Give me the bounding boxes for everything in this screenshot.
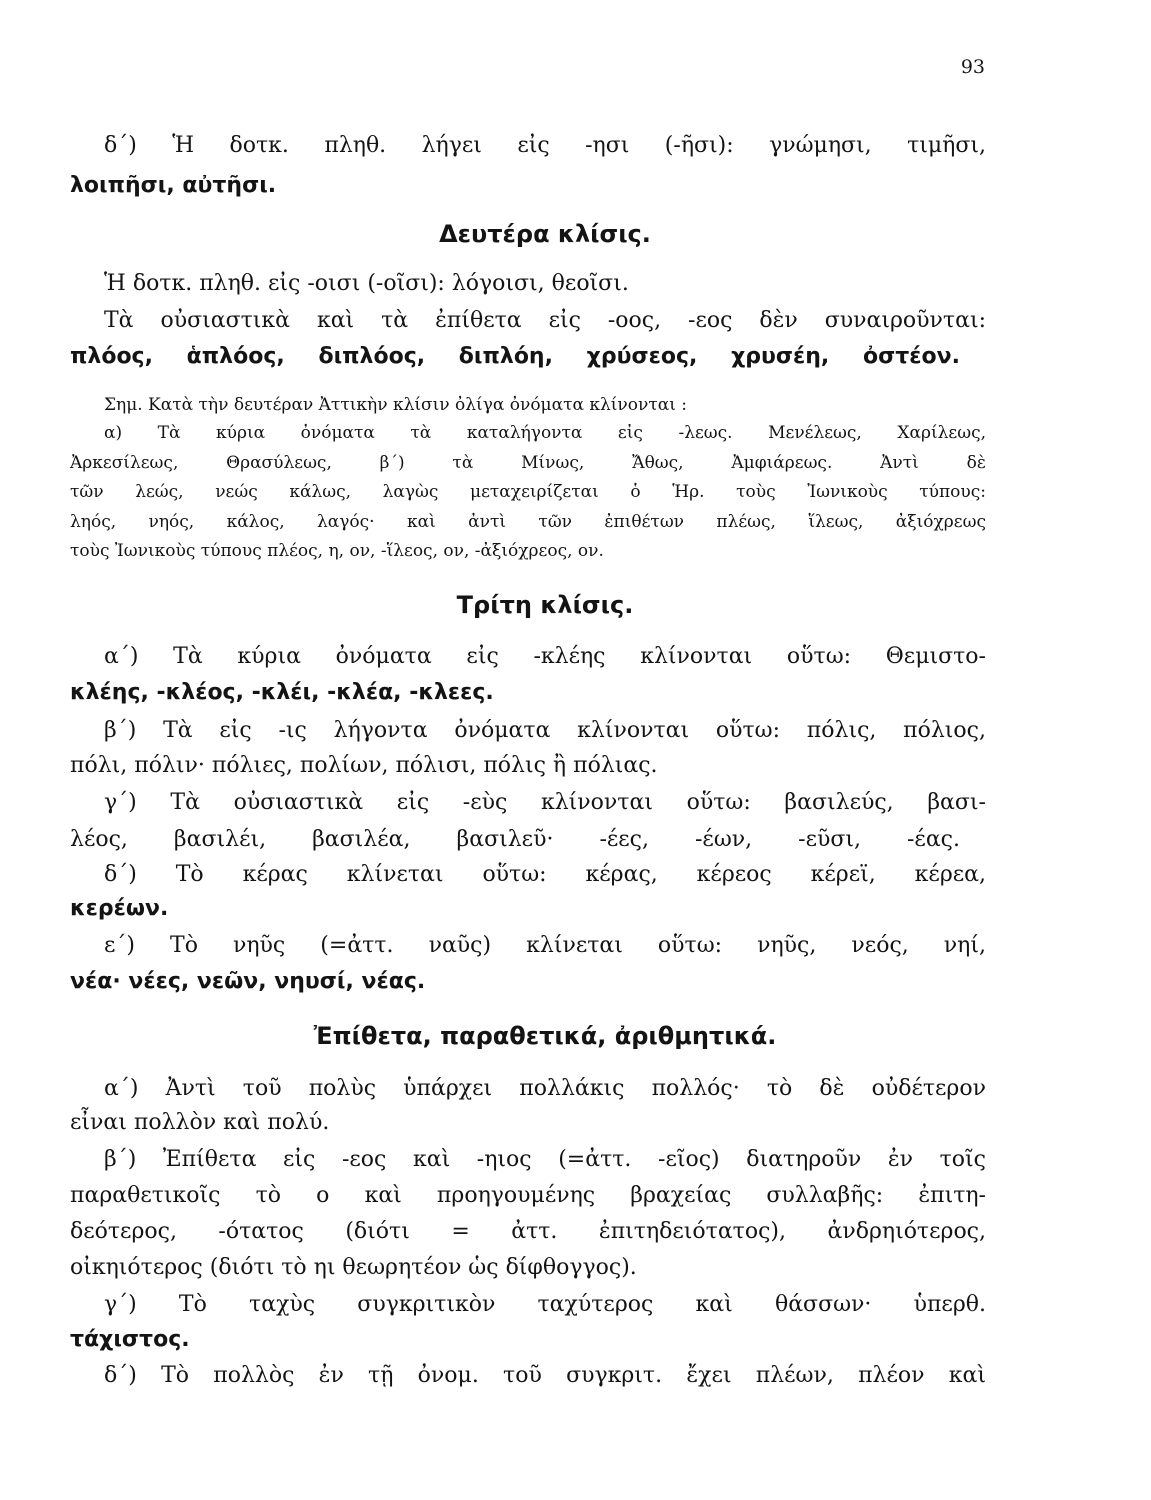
text-line: γ΄) Τὸ ταχὺς συγκριτικὸν ταχύτερος καὶ θάσσων· ὑπερθ. [104,1292,986,1317]
text-line: α΄) Ἀντὶ τοῦ πολὺς ὑπάρχει πολλάκις πολλός· τὸ δὲ οὐδέτερον [104,1076,986,1101]
text-line: λοιπῆσι, αὐτῆσι. [70,173,277,198]
section-heading: Τρίτη κλίσις. [456,591,634,619]
text-line: δ΄) Τὸ κέρας κλίνεται οὕτω: κέρας, κέρεος κέρεϊ, κέρεα, [104,862,986,887]
text-line: κλέης, -κλέος, -κλέι, -κλέα, -κλεες. [70,680,494,705]
section-heading: Ἐπίθετα, παραθετικά, ἀριθμητικά. [313,1022,777,1050]
text-line: πλόος, ἁπλόος, διπλόος, διπλόη, χρύσεος, χρυσέη, ὀστέον. [70,344,960,369]
note-line: α) Τὰ κύρια ὀνόματα τὰ καταλήγοντα εἰς -λεως. Μενέλεως, Χαρίλεως, [104,423,986,443]
note-line: Σημ. Κατὰ τὴν δευτέραν Ἀττικὴν κλίσιν ὀλίγα ὀνόματα κλίνονται : [104,395,688,415]
text-line: τάχιστος. [70,1327,190,1352]
text-line: δ΄) Τὸ πολλὸς ἐν τῇ ὀνομ. τοῦ συγκριτ. ἔχει πλέων, πλέον καὶ [104,1363,986,1388]
page-number: 93 [960,56,985,78]
text-line: εἶναι πολλὸν καὶ πολύ. [70,1110,330,1135]
text-line: α΄) Τὰ κύρια ὀνόματα εἰς -κλέης κλίνονται οὕτω: Θεμιστο- [104,644,986,669]
text-line: δεότερος, -ότατος (διότι = ἀττ. ἐπιτηδειότατος), ἀνδρηιότερος, [70,1219,986,1244]
note-line: Ἀρκεσίλεως, Θρασύλεως, β΄) τὰ Μίνως, Ἄθως, Ἀμφιάρεως. Ἀντὶ δὲ [70,453,986,473]
text-line: Ἡ δοτκ. πληθ. εἰς -οισι (-οῖσι): λόγοισι, θεοῖσι. [104,271,629,296]
text-line: δ΄) Ἡ δοτκ. πληθ. λήγει εἰς -ησι (-ῆσι): γνώμησι, τιμῆσι, [104,133,986,158]
note-line: τῶν λεώς, νεώς κάλως, λαγὼς μεταχειρίζεται ὁ Ἡρ. τοὺς Ἰωνικοὺς τύπους: [70,482,986,502]
text-line: παραθετικοῖς τὸ ο καὶ προηγουμένης βραχείας συλλαβῆς: ἐπιτη- [70,1183,986,1208]
text-line: οἰκηιότερος (διότι τὸ ηι θεωρητέον ὡς δίφθογγος). [70,1255,637,1280]
text-line: πόλι, πόλιν· πόλιες, πολίων, πόλισι, πόλις ἢ πόλιας. [70,753,658,778]
section-heading: Δευτέρα κλίσις. [439,220,651,248]
text-line: β΄) Ἐπίθετα εἰς -εος καὶ -ηιος (=ἀττ. -εῖος) διατηροῦν ἐν τοῖς [104,1147,986,1172]
note-line: τοὺς Ἰωνικοὺς τύπους πλέος, η, ον, -ἵλεος, ον, -ἀξιόχρεος, ον. [70,541,604,561]
note-line: ληός, νηός, κάλος, λαγός· καὶ ἀντὶ τῶν ἐπιθέτων πλέως, ἵλεως, ἀξιόχρεως [70,512,986,532]
text-line: β΄) Τὰ εἰς -ις λήγοντα ὀνόματα κλίνονται οὕτω: πόλις, πόλιος, [104,718,986,743]
text-line: νέα· νέες, νεῶν, νηυσί, νέας. [70,969,426,994]
text-line: ε΄) Τὸ νηῦς (=ἀττ. ναῦς) κλίνεται οὕτω: νηῦς, νεός, νηί, [104,933,986,958]
text-line: λέος, βασιλέι, βασιλέα, βασιλεῦ· -έες, -έων, -εῦσι, -έας. [70,827,960,852]
text-line: κερέων. [70,896,169,921]
text-line: Τὰ οὐσιαστικὰ καὶ τὰ ἐπίθετα εἰς -οος, -εος δὲν συναιροῦνται: [104,308,986,333]
text-line: γ΄) Τὰ οὐσιαστικὰ εἰς -εὺς κλίνονται οὕτω: βασιλεύς, βασι- [104,790,986,815]
